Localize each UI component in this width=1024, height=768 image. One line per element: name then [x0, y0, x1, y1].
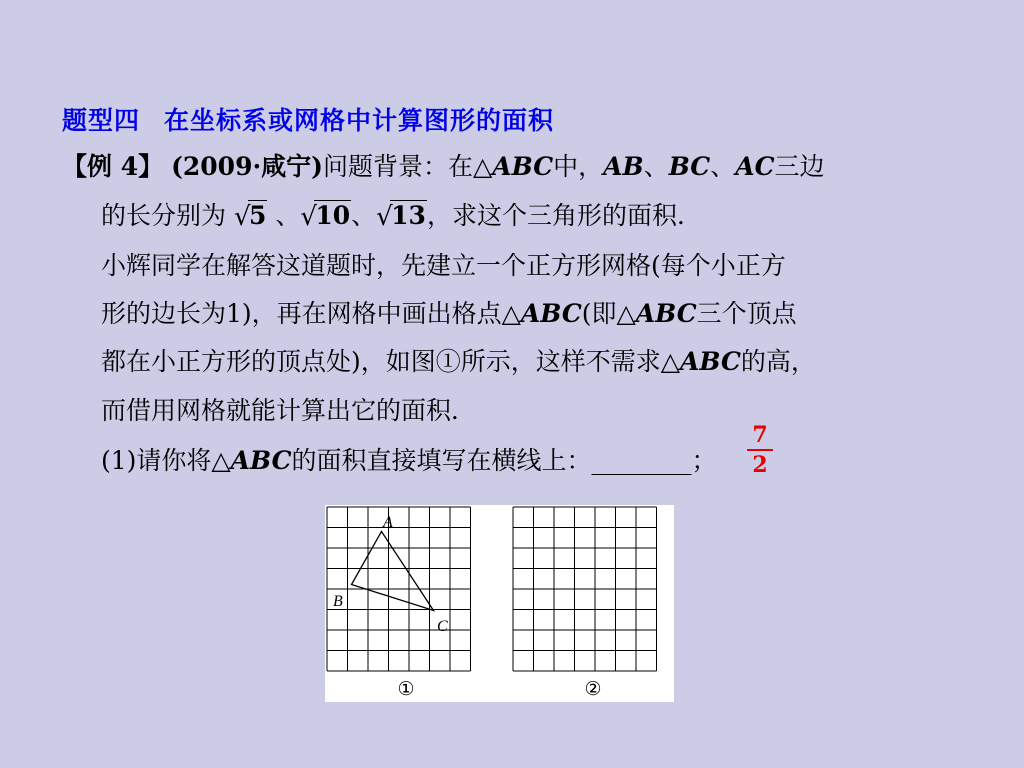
figure-1-label: ①: [397, 678, 415, 700]
sqrt-5: √ 5: [233, 201, 267, 232]
point-a-label: A: [383, 514, 393, 531]
problem-line-4: 形的边长为1)，再在网格中画出格点△ABC(即△ABC三个顶点: [101, 299, 797, 328]
heading-topic: 在坐标系或网格中计算图形的面积: [164, 106, 555, 135]
sqrt-10: √ 10: [300, 201, 351, 232]
question-1: (1)请你将△ABC的面积直接填写在横线上：________；: [101, 446, 717, 475]
fraction-bar: [747, 449, 773, 451]
heading-type: 题型四: [62, 106, 141, 135]
example-tag: 【例 4】: [62, 152, 164, 181]
grid-figures: [325, 505, 674, 702]
grid-1: [327, 507, 471, 671]
problem-line-6: 而借用网格就能计算出它的面积．: [101, 396, 477, 425]
section-heading: [62, 101, 554, 137]
problem-line-3: 小辉同学在解答这道题时，先建立一个正方形网格(每个小正方: [101, 251, 786, 280]
point-c-label: C: [437, 618, 448, 635]
grid-figures-svg: [325, 505, 674, 702]
problem-line-2: 的长分别为 √ 5 、 √ 10、 √ 13，求这个三角形的面积．: [101, 201, 702, 232]
answer-denominator: 2: [752, 452, 768, 478]
answer-numerator: 7: [752, 422, 768, 448]
answer-fraction: [747, 424, 773, 476]
problem-source: (2009·咸宁): [171, 152, 324, 181]
problem-line-5: 都在小正方形的顶点处)，如图①所示，这样不需求△ABC的高，: [101, 347, 816, 376]
triangle-abc: [352, 532, 434, 611]
problem-line-1: 【例 4】 (2009·咸宁)问题背景：在△ABC中，AB、BC、AC三边: [62, 152, 825, 181]
figure-2-label: ②: [584, 678, 602, 700]
point-b-label: B: [333, 593, 343, 610]
sqrt-13: √ 13: [376, 201, 426, 232]
grid-2: [513, 507, 657, 671]
